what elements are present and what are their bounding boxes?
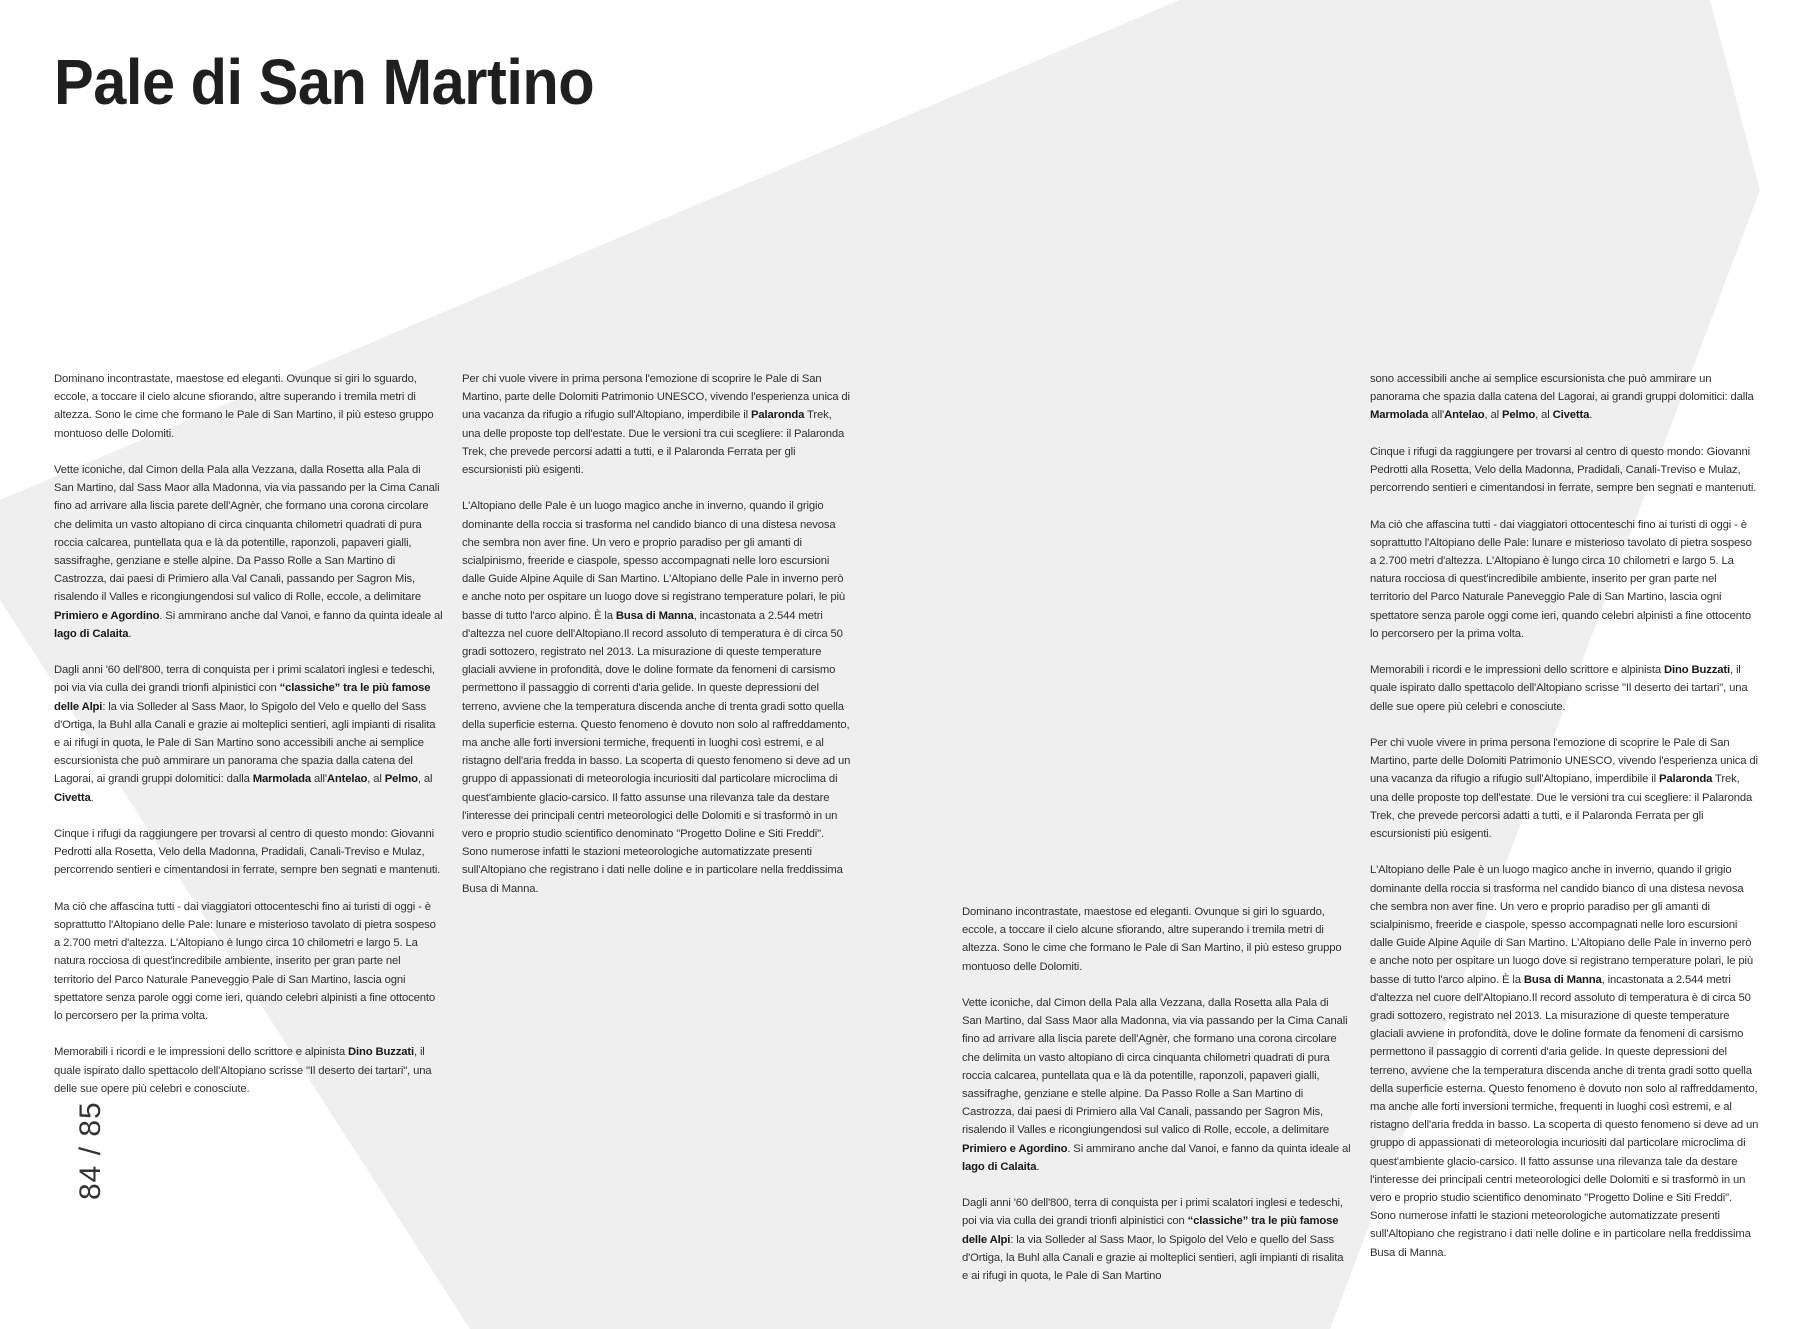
paragraph (54, 898, 443, 1025)
paragraph (1370, 861, 1759, 1261)
text-run: Dagli anni '60 dell'800, terra di conquista per i primi scalatori inglesi e tedeschi, poi via via culla dei grandi trionfi alpinistici con (54, 664, 435, 695)
paragraph (54, 661, 443, 807)
text-run: Per chi vuole vivere in prima persona l'emozione di scoprire le Pale di San Martino, parte delle Dolomiti Patrimonio UNESCO, vivendo l'esperienza unica di una vacanza da rifugio a rifugio sull'Altopiano, imperdibile il (1370, 737, 1758, 786)
text-run: , incastonata a 2.544 metri d'altezza nel cuore dell'Altopiano.Il record assoluto di temperatura è di circa 50 gradi sottozero, registrato nel 2013. La misurazione di queste temperature glaciali avviene in profondità, dove le doline formate da fenomeni di carsismo permettono il passaggio di correnti d'aria gelide. In queste depressioni del terreno, avviene che la temperatura discenda anche di trenta gradi sotto quella della superficie esterna. Questo fenomeno è dovuto non solo al raffreddamento, ma anche alle forti inversioni termiche, frequenti in luoghi così estremi, e al ristagno dell'aria fredda in basso. La scoperta di questo fenomeno si deve ad un gruppo di appassionati di meteorologia incuriositi dal particolare microclima di quest'ambiente glacio-carsico. Il fatto assunse una rilevanza tale da destare l'interesse dei principali centri meteorologici delle Dolomiti e si trasformò in un vero e proprio studio scientifico denominato "Progetto Doline e Siti Freddi". Sono numerose infatti le stazioni meteorologiche automatizzate presenti sull'Altopiano che registrano i dati nelle doline e in particolare nella freddissima Busa di Manna. (462, 609, 851, 895)
text-run: Per chi vuole vivere in prima persona l'emozione di scoprire le Pale di San Martino, parte delle Dolomiti Patrimonio UNESCO, vivendo l'esperienza unica di una vacanza da rifugio a rifugio sull'Altopiano, imperdibile il (462, 373, 850, 422)
text-run: Ma ciò che affascina tutti - dai viaggiatori ottocenteschi fino ai turisti di oggi - è soprattutto l'Altopiano delle Pale: lunare e misterioso tavolato di pietra sospeso a 2.700 metri d'altezza. L'Altopiano è lungo circa 10 chilometri e largo 5. La natura rocciosa di quest'incredibile ambiente, inserito per gran parte nel territorio del Parco Naturale Paneveggio Pale di San Martino, lascia ogni spettatore senza parole oggi come ieri, quando celebri alpinisti a fine ottocento lo percorsero per la prima volta. (54, 900, 436, 1023)
text-column-1 (54, 370, 443, 1098)
bold-text: Dino Buzzati (347, 1046, 414, 1059)
paragraph (1370, 443, 1759, 498)
bold-text: “classiche” tra le più famose delle Alpi (54, 682, 431, 713)
paragraph (962, 994, 1351, 1176)
text-run: Memorabili i ricordi e le impressioni dello scrittore e alpinista (54, 1046, 348, 1059)
bold-text: Antelao (1444, 409, 1485, 422)
text-run: , al (367, 773, 385, 786)
paragraph (54, 461, 443, 643)
text-run: Cinque i rifugi da raggiungere per trovarsi al centro di questo mondo: Giovanni Pedrotti alla Rosetta, Velo della Madonna, Pradidali, Canali-Treviso e Mulaz, percorrendo sentieri e cimentandosi in ferrate, sempre ben segnati e mantenuti. (1370, 445, 1757, 495)
bold-text: Primiero e Agordino (54, 609, 160, 622)
text-run: sono accessibili anche ai semplice escursionista che può ammirare un panorama che spazia dalla catena del Lagorai, ai grandi gruppi dolomitici: dalla (1370, 373, 1754, 404)
bold-text: Pelmo (384, 773, 418, 786)
bold-text: Dino Buzzati (1663, 664, 1730, 677)
text-run: : la via Solleder al Sass Maor, lo Spigolo del Velo e quello del Sass d'Ortiga, la Buhl alla Canali e grazie ai molteplici sentieri, agli impianti di risalita e ai rifugi in quota, le Pale di San Martino sono accessibili anche ai semplice escursionista che può ammirare un panorama che spazia dalla catena del Lagorai, ai grandi gruppi dolomitici: dalla (54, 700, 436, 786)
text-run: Memorabili i ricordi e le impressioni dello scrittore e alpinista (1370, 664, 1664, 677)
text-run: , il quale ispirato dallo spettacolo dell'Altopiano scrisse "Il deserto dei tartari", una delle sue opere più celebri e conosciute. (54, 1046, 432, 1095)
text-run: , incastonata a 2.544 metri d'altezza nel cuore dell'Altopiano.Il record assoluto di temperatura è di circa 50 gradi sottozero, registrato nel 2013. La misurazione di queste temperature glaciali avviene in profondità, dove le doline formate da fenomeni di carsismo permettono il passaggio di correnti d'aria gelide. In queste depressioni del terreno, avviene che la temperatura discenda anche di trenta gradi sotto quella della superficie esterna. Questo fenomeno è dovuto non solo al raffreddamento, ma anche alle forti inversioni termiche, frequenti in luoghi così estremi, e al ristagno dell'aria fredda in basso. La scoperta di questo fenomeno si deve ad un gruppo di appassionati di meteorologia incuriositi dal particolare microclima di quest'ambiente glacio-carsico. Il fatto assunse una rilevanza tale da destare l'interesse dei principali centri meteorologici delle Dolomiti e si trasformò in un vero e proprio studio scientifico denominato "Progetto Doline e Siti Freddi". Sono numerose infatti le stazioni meteorologiche automatizzate presenti sull'Altopiano che registrano i dati nelle doline e in particolare nella freddissima Busa di Manna. (1370, 973, 1759, 1259)
text-run: L'Altopiano delle Pale è un luogo magico anche in inverno, quando il grigio dominante della roccia si trasforma nel candido bianco di una distesa nevosa che sembra non aver fine. Un vero e proprio paradiso per gli amanti di scialpinismo, freeride e ciaspole, spesso accompagnati nelle loro escursioni dalle Guide Alpine Aquile di San Martino. L'Altopiano delle Pale in inverno però e anche noto per ospitare un luogo dove si registrano temperature polari, le più basse di tutto l'arco alpino. È la (462, 500, 846, 622)
bold-text: lago di Calaita (54, 627, 129, 640)
text-run: Vette iconiche, dal Cimon della Pala alla Vezzana, dalla Rosetta alla Pala di San Martino, dal Sass Maor alla Madonna, via via passando per la Cima Canali fino ad arrivare alla liscia parete dell'Agnèr, che formano una corona circolare che delimita un vasto altopiano di circa cinquanta chilometri quadrati di pura roccia calcarea, puntellata qua e là da potentille, raponzoli, papaveri gialli, sassifraghe, genziane e stelle alpine. Da Passo Rolle a San Martino di Castrozza, dai paesi di Primiero alla Val Canali, passando per Sagron Mis, risalendo il Valles e ricongiungendosi sul valico di Rolle, eccole, a delimitare (54, 464, 440, 604)
text-run: . Si ammirano anche dal Vanoi, e fanno da quinta ideale al (1067, 1142, 1351, 1155)
paragraph (1370, 661, 1759, 716)
bold-text: Palaronda (750, 409, 805, 422)
text-run: Dominano incontrastate, maestose ed eleganti. Ovunque si giri lo sguardo, eccole, a toccare il cielo alcune sfiorando, altre superando i tremila metri di altezza. Sono le cime che formano le Pale di San Martino, il più esteso gruppo montuoso delle Dolomiti. (962, 906, 1342, 973)
page-number: 84 / 85 (74, 1101, 107, 1200)
text-column-4 (1370, 370, 1759, 1262)
bold-text: lago di Calaita (962, 1160, 1037, 1173)
bold-text: Marmolada (1370, 409, 1429, 422)
bold-text: Primiero e Agordino (962, 1142, 1068, 1155)
bold-text: Busa di Manna (615, 609, 694, 622)
text-run: : la via Solleder al Sass Maor, lo Spigolo del Velo e quello del Sass d'Ortiga, la Buhl alla Canali e grazie ai molteplici sentieri, agli impianti di risalita e ai rifugi in quota, le Pale di San Martino (962, 1233, 1344, 1283)
text-run: all' (311, 773, 327, 786)
bold-text: Antelao (326, 773, 368, 786)
text-run: all' (1428, 409, 1445, 422)
paragraph (54, 1043, 443, 1098)
bold-text: “classiche” tra le più famose delle Alpi (962, 1215, 1339, 1246)
bold-text: Civetta (1552, 409, 1590, 422)
text-run: Trek, una delle proposte top dell'estate. Due le versioni tra cui scegliere: il Palaronda Trek, che prevede percorsi adatti a tutti, e il Palaronda Ferrata per gli escursionisti più esigenti. (462, 409, 845, 477)
text-run: . (1589, 409, 1593, 422)
paragraph (462, 370, 851, 479)
text-run: . (90, 791, 94, 804)
bold-text: Civetta (54, 791, 91, 804)
text-run: Dominano incontrastate, maestose ed eleganti. Ovunque si giri lo sguardo, eccole, a toccare il cielo alcune sfiorando, altre superando i tremila metri di altezza. Sono le cime che formano le Pale di San Martino, il più esteso gruppo montuoso delle Dolomiti. (54, 373, 434, 440)
text-run: . (1036, 1160, 1040, 1173)
text-run: , al (1484, 409, 1503, 422)
text-run: Ma ciò che affascina tutti - dai viaggiatori ottocenteschi fino ai turisti di oggi - è soprattutto l'Altopiano delle Pale: lunare e misterioso tavolato di pietra sospeso a 2.700 metri d'altezza. L'Altopiano è lungo circa 10 chilometri e largo 5. La natura rocciosa di quest'incredibile ambiente, inserito per gran parte nel territorio del Parco Naturale Paneveggio Pale di San Martino, lascia ogni spettatore senza parole oggi come ieri, quando celebri alpinisti a fine ottocento lo percorsero per la prima volta. (1370, 518, 1752, 640)
text-run: Trek, una delle proposte top dell'estate. Due le versioni tra cui scegliere: il Palaronda Trek, che prevede percorsi adatti a tutti, e il Palaronda Ferrata per gli escursionisti più esigenti. (1370, 773, 1753, 841)
text-column-3 (962, 903, 1351, 1285)
text-column-2 (462, 370, 851, 898)
page-title: Pale di San Martino (54, 46, 595, 118)
text-run: , al (417, 773, 433, 786)
bold-text: Palaronda (1658, 773, 1713, 786)
text-run: . Si ammirano anche dal Vanoi, e fanno da quinta ideale al (159, 609, 443, 622)
text-run: Cinque i rifugi da raggiungere per trovarsi al centro di questo mondo: Giovanni Pedrotti alla Rosetta, Velo della Madonna, Pradidali, Canali-Treviso e Mulaz, percorrendo sentieri e cimentandosi in ferrate, sempre ben segnati e mantenuti. (54, 828, 441, 877)
text-run: Vette iconiche, dal Cimon della Pala alla Vezzana, dalla Rosetta alla Pala di San Martino, dal Sass Maor alla Madonna, via via passando per la Cima Canali fino ad arrivare alla liscia parete dell'Agnèr, che formano una corona circolare che delimita un vasto altopiano di circa cinquanta chilometri quadrati di pura roccia calcarea, puntellata qua e là da potentille, raponzoli, papaveri gialli, sassifraghe, genziane e stelle alpine. Da Passo Rolle a San Martino di Castrozza, dai paesi di Primiero alla Val Canali, passando per Sagron Mis, risalendo il Valles e ricongiungendosi sul valico di Rolle, eccole, a delimitare (962, 997, 1348, 1137)
paragraph (54, 370, 443, 443)
text-run: L'Altopiano delle Pale è un luogo magico anche in inverno, quando il grigio dominante della roccia si trasforma nel candido bianco di una distesa nevosa che sembra non aver fine. Un vero e proprio paradiso per gli amanti di scialpinismo, freeride e ciaspole, spesso accompagnati nelle loro escursioni dalle Guide Alpine Aquile di San Martino. L'Altopiano delle Pale in inverno però e anche noto per ospitare un luogo dove si registrano temperature polari, le più basse di tutto l'arco alpino. È la (1370, 864, 1754, 986)
bold-text: Marmolada (252, 773, 312, 786)
bold-text: Busa di Manna (1523, 973, 1602, 986)
bold-text: Pelmo (1502, 409, 1536, 422)
paragraph (962, 903, 1351, 976)
paragraph (962, 1194, 1351, 1285)
paragraph (1370, 516, 1759, 643)
paragraph (462, 497, 851, 897)
paragraph (54, 825, 443, 880)
paragraph (1370, 734, 1759, 843)
paragraph (1370, 370, 1759, 425)
text-run: , al (1535, 409, 1553, 422)
text-run: , il quale ispirato dallo spettacolo dell'Altopiano scrisse "Il deserto dei tartari", una delle sue opere più celebri e conosciute. (1370, 664, 1748, 713)
text-run: . (128, 627, 132, 640)
text-run: Dagli anni '60 dell'800, terra di conquista per i primi scalatori inglesi e tedeschi, poi via via culla dei grandi trionfi alpinistici con (962, 1197, 1343, 1228)
